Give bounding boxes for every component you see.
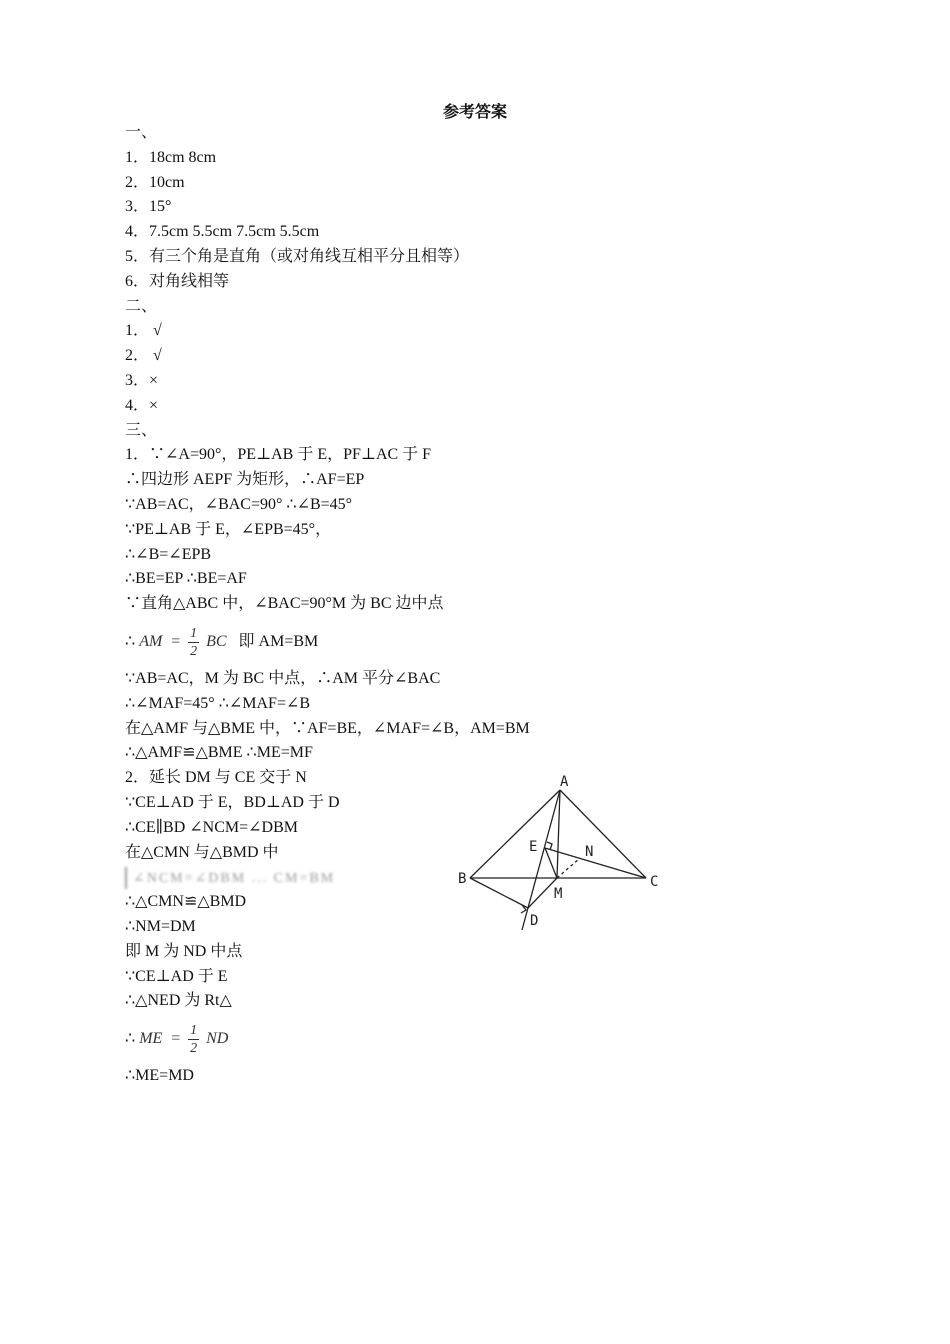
text-line: 2． √: [125, 347, 162, 365]
text-line: ∵CE⊥AD 于 E: [125, 967, 228, 985]
text-line: ∵PE⊥AB 于 E，∠EPB=45°，: [125, 520, 332, 538]
text-line: ∴NM=DM: [125, 917, 196, 935]
edge-ab: [470, 790, 560, 878]
text-line: 在△CMN 与△BMD 中: [125, 843, 279, 861]
label-a: A: [560, 774, 569, 790]
final-line: ∴ME=MD: [125, 1067, 194, 1085]
formula-me: ∴ ME = $\frac{1}{2}$ ND: [125, 1022, 229, 1056]
text-line: 2．10cm: [125, 173, 185, 191]
text-line: ∴CE∥BD ∠NCM=∠DBM: [125, 818, 298, 836]
formula-am: ∴ AM = $\frac{1}{2}$ BC 即 AM=BM: [125, 625, 319, 659]
text-line: ∴∠B=∠EPB: [125, 545, 212, 563]
text-line: 在△AMF 与△BME 中，∵AF=BE，∠MAF=∠B，AM=BM: [125, 719, 530, 737]
text-line: 5．有三个角是直角（或对角线互相平分且相等）: [125, 247, 470, 265]
label-c: C: [650, 874, 659, 890]
label-e: E: [529, 839, 538, 855]
text-line: 2．延长 DM 与 CE 交于 N: [125, 769, 307, 787]
text-line: 二、: [125, 297, 158, 315]
geometry-figure: [450, 768, 670, 933]
line-mn-dashed: [557, 858, 580, 878]
text-line: ∴四边形 AEPF 为矩形，∴AF=EP: [125, 471, 365, 489]
text-line: 4．×: [125, 396, 159, 414]
text-line: ∴△NED 为 Rt△: [125, 992, 232, 1010]
text-line: 即 M 为 ND 中点: [125, 942, 243, 960]
text-line: 1．18cm 8cm: [125, 148, 217, 166]
answer-body: [125, 121, 685, 1089]
text-line: ∵直角△ABC 中，∠BAC=90°M 为 BC 边中点: [125, 595, 444, 613]
label-d: D: [530, 913, 539, 929]
text-line: ∵AB=AC，M 为 BC 中点，∴AM 平分∠BAC: [125, 669, 441, 687]
text-line: ∴BE=EP ∴BE=AF: [125, 570, 247, 588]
text-line: 三、: [125, 421, 158, 439]
text-line: ∵CE⊥AD 于 E，BD⊥AD 于 D: [125, 793, 340, 811]
blurred-formula-line: ∠NCM=∠DBM ... CM=BM: [125, 865, 685, 890]
text-line: 一、: [125, 124, 158, 141]
text-line: 4．7.5cm 5.5cm 7.5cm 5.5cm: [125, 223, 320, 241]
text-line: ∵AB=AC，∠BAC=90° ∴∠B=45°: [125, 495, 353, 513]
line-bd: [470, 878, 528, 908]
page-title: 参考答案: [442, 102, 507, 121]
text-line: 1．∵∠A=90°，PE⊥AB 于 E，PF⊥AC 于 F: [125, 446, 432, 464]
label-n: N: [585, 844, 594, 860]
text-line: 3．×: [125, 371, 159, 389]
text-line: ∴△CMN≌△BMD: [125, 893, 247, 911]
line-em: [545, 848, 557, 878]
text-line: ∴△AMF≌△BME ∴ME=MF: [125, 744, 313, 762]
line-am: [557, 790, 560, 878]
text-line: 6．对角线相等: [125, 272, 230, 290]
fraction: $\frac{1}{2}$: [190, 625, 198, 659]
text-line: 3．15°: [125, 198, 172, 216]
text-line: 1． √: [125, 322, 162, 340]
line-ad: [522, 790, 563, 930]
label-b: B: [458, 871, 467, 887]
label-m: M: [554, 886, 563, 902]
text-line: ∴∠MAF=45° ∴∠MAF=∠B: [125, 694, 311, 712]
fraction: $\frac{1}{2}$: [190, 1022, 198, 1056]
